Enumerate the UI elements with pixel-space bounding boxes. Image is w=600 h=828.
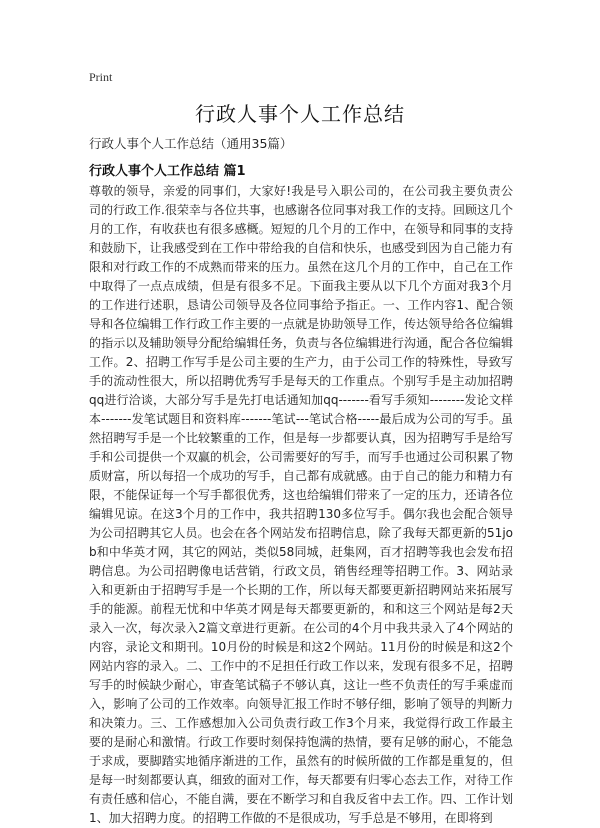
document-subtitle: 行政人事个人工作总结（通用35篇） [89, 136, 293, 151]
body-paragraph: 尊敬的领导，亲爱的同事们，大家好!我是号入职公司的，在公司我主要负责公司的行政工作.很荣幸与各位共事，也感谢各位同事对我工作的支持。回顾这几个月的工作，有收获也有很多感概。短短的几个月的工作中，在领导和同事的支持和鼓励下，让我感受到在工作中带给我的自信和快乐，也感受到因为自己能力有限和对行政工作的不成熟而带来的压力。虽然在这几个月的工作中，自己在工作中取得了一点点成绩，但是有很多不足。下面我主要从以下几个方面对我3个月的工作进行述职，恳请公司领导及各位同事给予指正。一、工作内容1、配合领导和各位编辑工作行政工作主要的一点就是协助领导工作，传达领导给各位编辑的指示以及辅助领导分配给编辑任务，负责与各位编辑进行沟通，配合各位编辑工作。2、招聘工作写手是公司主要的生产力，由于公司工作的特殊性，导致写手的流动性很大，所以招聘优秀写手是每天的工作重点。个别写手是主动加招聘qq进行洽谈，大部分写手是先打电话通知加qq-------看写手须知--------发论文样本-------发笔试题目和资料库-------笔试---笔试合格-----最后成为公司的写手。虽然招聘写手是一个比较繁重的工作，但是每一步都要认真，因为招聘写手是给写手和公司提供一个双赢的机会，公司需要好的写手，而写手也通过公司积累了物质财富，所以每招一个成功的写手，自己都有成就感。由于自己的能力和精力有限，不能保证每一个写手都很优秀，这也给编辑们带来了一定的压力，还请各位编辑见谅。在这3个月的工作中，我共招聘130多位写手。偶尔我也会配合领导为公司招聘其它人员。也会在各个网站发布招聘信息，除了我每天都更新的51job和中华英才网，其它的网站，类似58同城，赶集网，百才招聘等我也会发布招聘信息。为公司招聘像电话营销，行政文员，销售经理等招聘工作。3、网站录入和更新由于招聘写手是一个长期的工作，所以每天都要更新招聘网站来拓展写手的能源。前程无忧和中华英才网是每天都要更新的，和和这三个网站是每2天录入一次，每次录入2篇文章进行更新。在公司的4个月中我共录入了4个网站的内容，录论文和期刊。10月份的时候是和这2个网站。11月份的时候是和这2个网站内容的录入。二、工作中的不足担任行政工作以来，发现有很多不足，招聘写手的时候缺少耐心，审查笔试稿子不够认真，这让一些不负责任的写手乘虚而入，影响了公司的工作效率。向领导汇报工作时不够仔细，影响了领导的判断力和决策力。三、工作感想加入公司负责行政工作3个月来，我觉得行政工作最主要的是耐心和激情。行政工作要时刻保持饱满的热情，要有足够的耐心，不能急于求成，要脚踏实地循序渐进的工作，虽然有的时候所做的工作都是重复的，但是每一时刻都要认真，细致的面对工作，每天都要有归零心态去工作，对待工作有责任感和信心，不能自满，要在不断学习和自我反省中去工作。四、工作计划1、加大招聘力度。的招聘工作做的不是很成功，写手总是不够用，在即将到 [89, 184, 513, 825]
print-label: Print [89, 70, 113, 84]
document-title: 行政人事个人工作总结 [195, 102, 405, 126]
section-heading: 行政人事个人工作总结 篇1 [89, 164, 246, 179]
